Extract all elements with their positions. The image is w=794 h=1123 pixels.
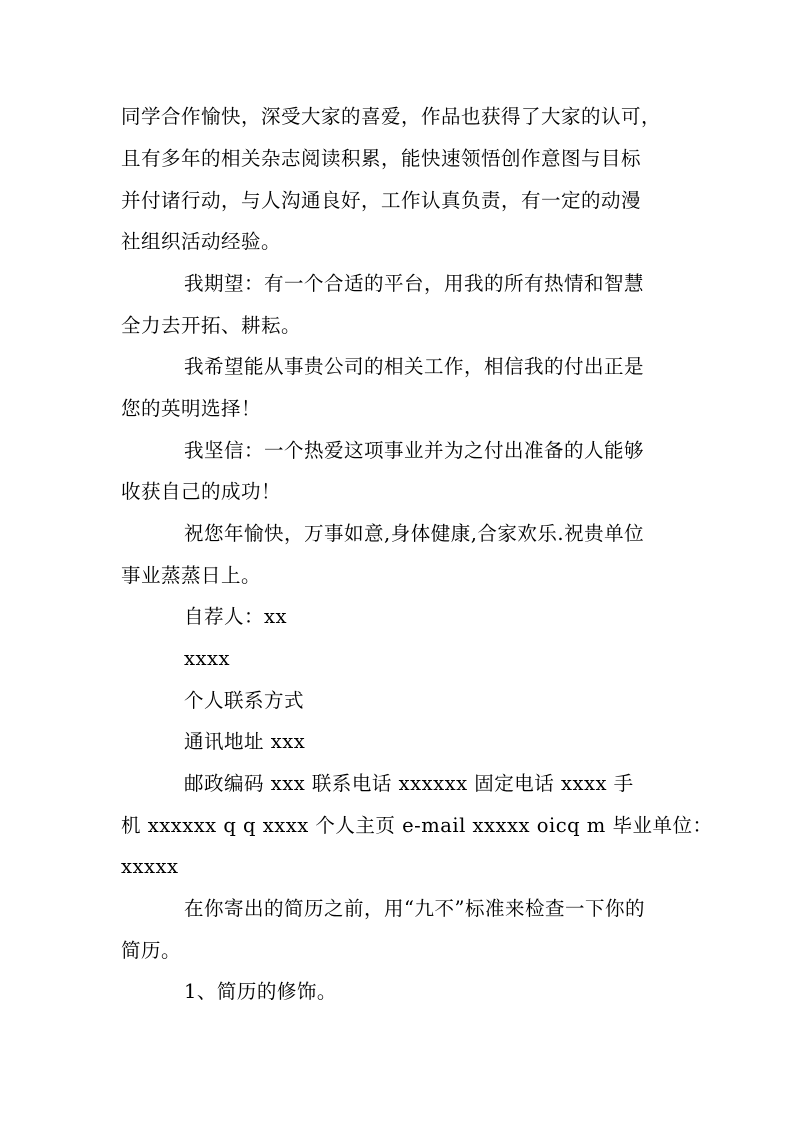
- contact-address: 通讯地址 xxx: [184, 730, 306, 753]
- text-line: 在你寄出的简历之前，用“九不”标准来检查一下你的: [184, 897, 645, 920]
- text-line: 事业蒸蒸日上。: [121, 564, 262, 587]
- signature-line: 自荐人：xx: [184, 605, 287, 628]
- contact-details: 机 xxxxxx q q xxxx 个人主页 e-mail xxxxx oicq m 毕业单位：: [121, 814, 713, 837]
- text-line: 全力去开拓、耕耘。: [121, 314, 302, 337]
- text-line: 同学合作愉快，深受大家的喜爱，作品也获得了大家的认可，: [121, 105, 662, 128]
- contact-details: 邮政编码 xxx 联系电话 xxxxxx 固定电话 xxxx 手: [184, 772, 634, 795]
- date-line: xxxx: [184, 647, 230, 670]
- text-line: 且有多年的相关杂志阅读积累，能快速领悟创作意图与目标: [121, 147, 642, 170]
- text-line: 祝您年愉快，万事如意,身体健康,合家欢乐.祝贵单位: [184, 522, 645, 545]
- text-line: 您的英明选择！: [121, 397, 262, 420]
- text-line: 并付诸行动，与人沟通良好，工作认真负责，有一定的动漫: [121, 189, 642, 212]
- contact-details: xxxxx: [121, 855, 179, 878]
- text-line: 社组织活动经验。: [121, 230, 282, 253]
- text-line: 简历。: [121, 939, 182, 962]
- text-line: 收获自己的成功！: [121, 480, 282, 503]
- text-line: 我期望：有一个合适的平台，用我的所有热情和智慧: [184, 272, 645, 295]
- text-line: 我希望能从事贵公司的相关工作，相信我的付出正是: [184, 355, 645, 378]
- text-line: 我坚信：一个热爱这项事业并为之付出准备的人能够: [184, 439, 645, 462]
- section-heading: 个人联系方式: [184, 689, 305, 712]
- list-heading: 1、简历的修饰。: [184, 980, 337, 1003]
